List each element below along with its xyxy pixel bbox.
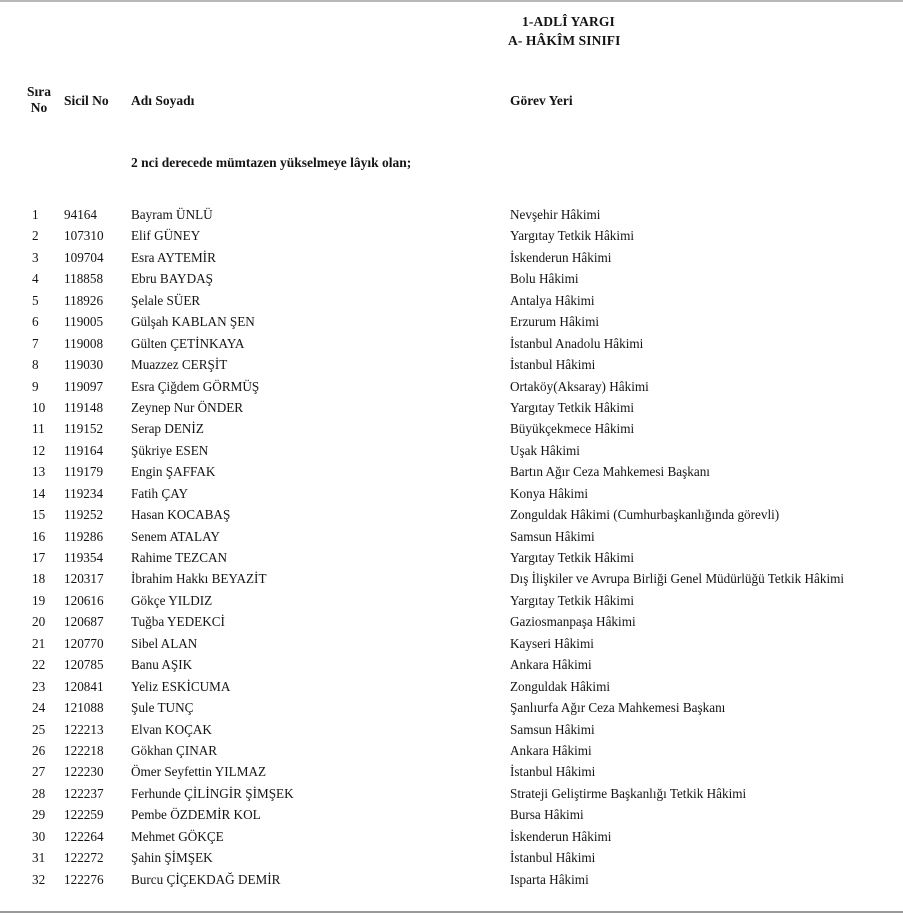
table-row [0, 268, 903, 289]
row-sicil-no: 120785 [64, 657, 104, 673]
row-sira-no: 28 [32, 785, 46, 801]
row-sira-no: 27 [32, 764, 46, 780]
row-gorev-yeri: Kayseri Hâkimi [510, 635, 594, 651]
row-gorev-yeri: Nevşehir Hâkimi [510, 207, 601, 222]
table-row [0, 397, 903, 418]
row-sicil-no: 119354 [64, 550, 104, 565]
row-name: Bayram ÜNLÜ [131, 207, 213, 222]
table-row [0, 869, 903, 890]
row-gorev-yeri: Bursa Hâkimi [510, 807, 584, 823]
column-header-gorev-yeri: Görev Yeri [510, 93, 573, 108]
table-row [0, 440, 903, 461]
row-gorev-yeri: Ankara Hâkimi [510, 742, 592, 758]
row-sira-no: 17 [32, 550, 46, 565]
row-sira-no: 16 [32, 528, 46, 544]
row-sicil-no: 122237 [64, 785, 104, 801]
table-row [0, 654, 903, 675]
row-gorev-yeri: Strateji Geliştirme Başkanlığı Tetkik Hâkimi [510, 785, 747, 801]
row-name: Hasan KOCABAŞ [131, 507, 231, 523]
row-sicil-no: 119152 [64, 421, 104, 437]
row-sira-no: 2 [32, 228, 39, 244]
row-gorev-yeri: Bolu Hâkimi [510, 271, 579, 287]
row-gorev-yeri: Yargıtay Tetkik Hâkimi [510, 399, 634, 415]
row-name: Elif GÜNEY [131, 228, 201, 244]
row-name: Fatih ÇAY [131, 485, 189, 501]
column-header-sicil-no: Sicil No [64, 93, 109, 108]
row-sira-no: 10 [32, 399, 46, 415]
row-gorev-yeri: Yargıtay Tetkik Hâkimi [510, 550, 634, 565]
column-header-sira-no [24, 84, 54, 116]
row-gorev-yeri: İstanbul Hâkimi [510, 764, 596, 780]
row-sicil-no: 120841 [64, 678, 104, 694]
table-row [0, 761, 903, 782]
row-sicil-no: 94164 [64, 207, 97, 222]
row-name: Muazzez CERŞİT [131, 357, 228, 373]
table-row [0, 568, 903, 589]
row-sicil-no: 119164 [64, 442, 104, 458]
table-row [0, 483, 903, 504]
row-name: Banu AŞIK [131, 657, 193, 673]
row-sira-no: 11 [32, 421, 45, 437]
row-name: Şule TUNÇ [131, 700, 194, 716]
table-row [0, 461, 903, 482]
row-sicil-no: 119097 [64, 378, 104, 394]
row-name: Ömer Seyfettin YILMAZ [131, 764, 267, 780]
row-name: Yeliz ESKİCUMA [131, 678, 231, 694]
table-row [0, 783, 903, 804]
row-sicil-no: 119005 [64, 314, 104, 330]
row-gorev-yeri: İskenderun Hâkimi [510, 828, 612, 844]
row-name: Esra Çiğdem GÖRMÜŞ [131, 378, 260, 394]
bottom-divider [0, 911, 903, 913]
row-gorev-yeri: Yargıtay Tetkik Hâkimi [510, 592, 634, 608]
row-gorev-yeri: Ortaköy(Aksaray) Hâkimi [510, 378, 649, 394]
row-sicil-no: 119030 [64, 357, 104, 373]
table-row [0, 590, 903, 611]
row-sira-no: 29 [32, 807, 46, 823]
table-row [0, 376, 903, 397]
row-sira-no: 15 [32, 507, 46, 523]
row-sicil-no: 120770 [64, 635, 104, 651]
table-row [0, 826, 903, 847]
row-sicil-no: 118926 [64, 292, 104, 308]
row-gorev-yeri: Uşak Hâkimi [510, 442, 580, 458]
row-sicil-no: 122259 [64, 807, 104, 823]
table-row [0, 697, 903, 718]
column-header-sira-line2: No [30, 100, 48, 115]
row-name: Ferhunde ÇİLİNGİR ŞİMŞEK [131, 785, 294, 801]
row-sicil-no: 107310 [64, 228, 104, 244]
row-sicil-no: 120616 [64, 592, 104, 608]
row-sicil-no: 119148 [64, 399, 104, 415]
row-name: Pembe ÖZDEMİR KOL [131, 807, 261, 823]
row-name: Mehmet GÖKÇE [131, 828, 224, 844]
row-name: Gülten ÇETİNKAYA [131, 335, 245, 351]
row-gorev-yeri: Şanlıurfa Ağır Ceza Mahkemesi Başkanı [510, 700, 726, 716]
column-header-sira-line1: Sıra [26, 84, 51, 99]
row-name: Ebru BAYDAŞ [131, 271, 213, 287]
row-gorev-yeri: İstanbul Hâkimi [510, 357, 596, 373]
table-row [0, 547, 903, 568]
row-name: Gökçe YILDIZ [131, 592, 213, 608]
row-sicil-no: 122272 [64, 850, 104, 866]
row-name: Senem ATALAY [131, 528, 220, 544]
row-sira-no: 21 [32, 635, 46, 651]
table-row [0, 804, 903, 825]
row-gorev-yeri: Konya Hâkimi [510, 485, 589, 501]
table-row [0, 354, 903, 375]
row-sira-no: 20 [32, 614, 46, 630]
row-gorev-yeri: Antalya Hâkimi [510, 292, 595, 308]
table-row [0, 633, 903, 654]
document-heading-class: A- HÂKÎM SINIFI [508, 33, 621, 48]
row-sicil-no: 119008 [64, 335, 104, 351]
row-sicil-no: 119252 [64, 507, 104, 523]
row-gorev-yeri: Dış İlişkiler ve Avrupa Birliği Genel Müdürlüğü Tetkik Hâkimi [510, 571, 845, 587]
personnel-list [0, 204, 903, 890]
row-sira-no: 22 [32, 657, 46, 673]
column-header-adi-soyadi: Adı Soyadı [131, 93, 195, 108]
row-sira-no: 31 [32, 850, 46, 866]
table-row [0, 847, 903, 868]
row-sira-no: 32 [32, 871, 46, 887]
table-row [0, 526, 903, 547]
row-sira-no: 1 [32, 207, 39, 222]
row-name: Şahin ŞİMŞEK [131, 850, 213, 866]
document-heading-category: 1-ADLÎ YARGI [522, 14, 615, 29]
row-sira-no: 12 [32, 442, 46, 458]
row-gorev-yeri: İstanbul Hâkimi [510, 850, 596, 866]
row-sira-no: 19 [32, 592, 46, 608]
row-gorev-yeri: Samsun Hâkimi [510, 528, 595, 544]
row-sira-no: 8 [32, 357, 39, 373]
table-row [0, 290, 903, 311]
row-sira-no: 5 [32, 292, 39, 308]
table-row [0, 740, 903, 761]
table-row [0, 504, 903, 525]
table-row [0, 676, 903, 697]
row-name: Tuğba YEDEKCİ [131, 614, 225, 630]
table-row [0, 418, 903, 439]
section-title: 2 nci derecede mümtazen yükselmeye lâyık olan; [131, 155, 412, 170]
row-sicil-no: 119286 [64, 528, 104, 544]
row-name: Serap DENİZ [131, 421, 204, 437]
row-sira-no: 26 [32, 742, 46, 758]
row-name: Gülşah KABLAN ŞEN [131, 314, 255, 330]
row-sira-no: 23 [32, 678, 46, 694]
row-name: İbrahim Hakkı BEYAZİT [131, 571, 267, 587]
table-row [0, 225, 903, 246]
table-row [0, 247, 903, 268]
row-sira-no: 6 [32, 314, 39, 330]
row-gorev-yeri: Gaziosmanpaşa Hâkimi [510, 614, 636, 630]
row-sira-no: 7 [32, 335, 39, 351]
row-sicil-no: 122218 [64, 742, 104, 758]
row-sicil-no: 119234 [64, 485, 104, 501]
row-sicil-no: 122276 [64, 871, 104, 887]
row-name: Gökhan ÇINAR [131, 742, 218, 758]
row-sira-no: 24 [32, 700, 46, 716]
row-sicil-no: 120687 [64, 614, 104, 630]
row-gorev-yeri: Erzurum Hâkimi [510, 314, 599, 330]
row-name: Sibel ALAN [131, 635, 198, 651]
table-row [0, 333, 903, 354]
table-row [0, 719, 903, 740]
row-sicil-no: 120317 [64, 571, 104, 587]
row-gorev-yeri: Zonguldak Hâkimi [510, 678, 610, 694]
row-gorev-yeri: Isparta Hâkimi [510, 871, 589, 887]
row-sicil-no: 121088 [64, 700, 104, 716]
row-gorev-yeri: Büyükçekmece Hâkimi [510, 421, 635, 437]
row-name: Şelale SÜER [131, 292, 201, 308]
row-sira-no: 18 [32, 571, 46, 587]
row-sicil-no: 118858 [64, 271, 104, 287]
row-name: Zeynep Nur ÖNDER [131, 399, 244, 415]
row-gorev-yeri: İskenderun Hâkimi [510, 249, 612, 265]
row-name: Engin ŞAFFAK [131, 464, 216, 480]
row-sicil-no: 122230 [64, 764, 104, 780]
row-sira-no: 13 [32, 464, 46, 480]
table-row [0, 311, 903, 332]
row-gorev-yeri: Samsun Hâkimi [510, 721, 595, 737]
row-name: Şükriye ESEN [131, 442, 209, 458]
row-name: Burcu ÇİÇEKDAĞ DEMİR [131, 871, 281, 887]
row-name: Esra AYTEMİR [131, 249, 216, 265]
row-gorev-yeri: Yargıtay Tetkik Hâkimi [510, 228, 634, 244]
table-row [0, 204, 903, 225]
row-gorev-yeri: İstanbul Anadolu Hâkimi [510, 335, 644, 351]
row-gorev-yeri: Ankara Hâkimi [510, 657, 592, 673]
row-sicil-no: 122213 [64, 721, 104, 737]
row-sira-no: 30 [32, 828, 46, 844]
row-sicil-no: 119179 [64, 464, 104, 480]
row-name: Elvan KOÇAK [131, 721, 212, 737]
row-name: Rahime TEZCAN [131, 550, 228, 565]
row-gorev-yeri: Bartın Ağır Ceza Mahkemesi Başkanı [510, 464, 710, 480]
row-gorev-yeri: Zonguldak Hâkimi (Cumhurbaşkanlığında görevli) [510, 507, 780, 523]
row-sira-no: 14 [32, 485, 46, 501]
row-sicil-no: 122264 [64, 828, 104, 844]
row-sira-no: 25 [32, 721, 46, 737]
row-sira-no: 4 [32, 271, 39, 287]
table-row [0, 611, 903, 632]
row-sira-no: 3 [32, 249, 39, 265]
row-sicil-no: 109704 [64, 249, 104, 265]
row-sira-no: 9 [32, 378, 39, 394]
